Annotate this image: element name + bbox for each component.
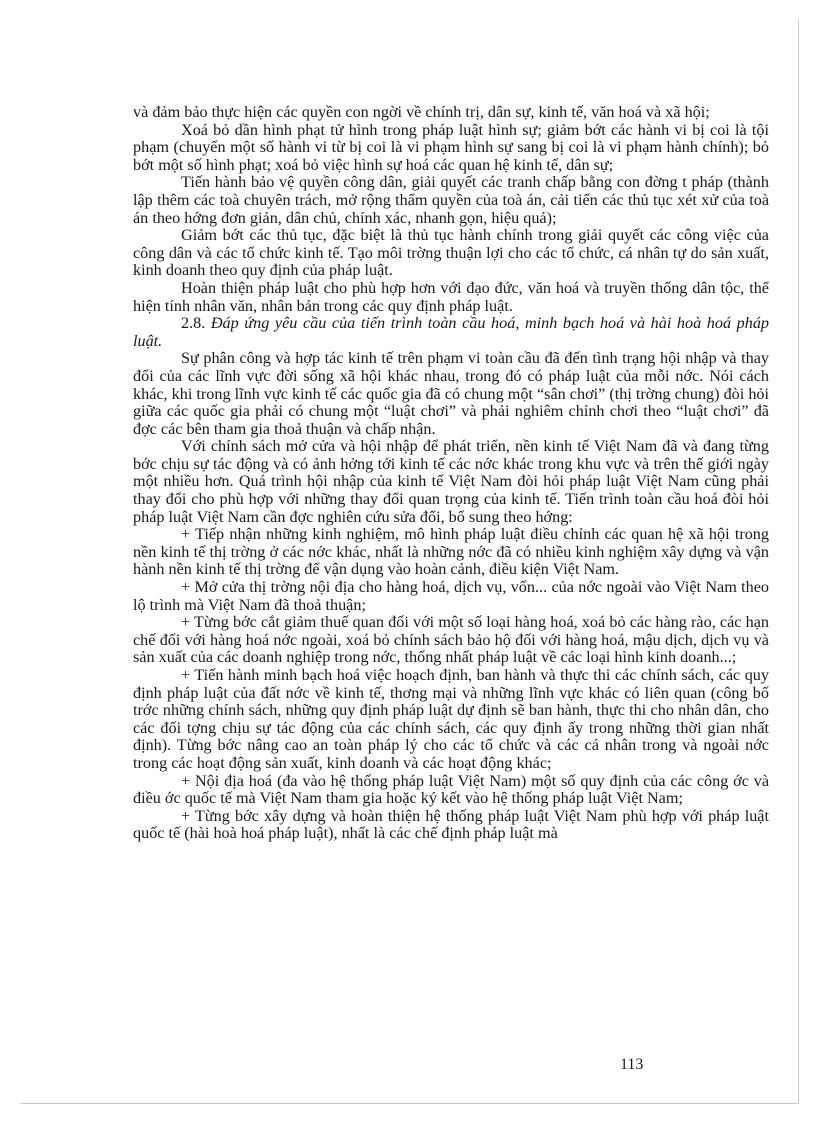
list-item: + Mở cửa thị trờng nội địa cho hàng hoá, dịch vụ, vốn... của nớc ngoài vào Việt Nam theo lộ trình mà Việt Nam đã thoả thuận; <box>133 578 769 614</box>
list-item: + Từng bớc xây dựng và hoàn thiện hệ thống pháp luật Việt Nam phù hợp với pháp luật quốc tế (hài hoà hoá pháp luật), nhất là các chế định pháp luật mà <box>133 806 769 843</box>
list-item: + Tiếp nhận những kinh nghiệm, mô hình pháp luật điều chỉnh các quan hệ xã hội trong nền kinh tế thị trờng ở các nớc khác, nhất là những nớc đã có nhiều kinh nghiệm xây dựng và vận hành nền kinh tế thị trờng để vận dụng vào hoàn cảnh, điều kiện Việt Nam. <box>133 525 769 579</box>
body-text <box>133 104 769 843</box>
page-border-right <box>798 20 799 1103</box>
section-title: Đáp ứng yêu cầu của tiến trình toàn cầu hoá, minh bạch hoá và hài hoà hoá pháp luật. <box>133 314 770 350</box>
paragraph: Với chính sách mở cửa và hội nhập để phát triển, nền kinh tế Việt Nam đã và đang từng bớc chịu sự tác động và có ảnh hởng tới kinh tế các nớc khác trong khu vực và trên thế giới ngày một nhiều hơn. Quá trình hội nhập của kinh tế Việt Nam đòi hỏi pháp luật Việt Nam cũng phải thay đổi cho phù hợp với những thay đổi quan trọng của kinh tế. Tiến trình toàn cầu hoá đòi hỏi pháp luật Việt Nam cần đợc nghiên cứu sửa đổi, bổ sung theo hớng: <box>133 437 769 526</box>
paragraph: Xoá bỏ dần hình phạt tử hình trong pháp luật hình sự; giảm bớt các hành vi bị coi là tội phạm (chuyển một số hành vi từ bị coi là vi phạm hình sự sang bị coi là vi phạm hành chính); bỏ bớt một số hình phạt; xoá bỏ việc hình sự hoá các quan hệ kinh tế, dân sự; <box>133 120 769 174</box>
list-item: + Từng bớc cắt giảm thuế quan đối với một số loại hàng hoá, xoá bỏ các hàng rào, các hạn chế đối với hàng hoá nớc ngoài, xoá bỏ chính sách bảo hộ đối với hàng hoá, mậu dịch, dịch vụ và sản xuất của các doanh nghiệp trong nớc, thống nhất pháp luật về các loại hình kinh doanh...; <box>133 613 769 667</box>
page-number: 113 <box>620 1056 644 1073</box>
list-item: + Tiến hành minh bạch hoá việc hoạch định, ban hành và thực thi các chính sách, các quy định pháp luật của đất nớc về kinh tế, thơng mại và những lĩnh vực khác có liên quan (công bố trớc những chính sách, những quy định pháp luật dự định sẽ ban hành, thực thi cho nhân dân, cho các đối tợng chịu sự tác động của các chính sách, các quy định ấy trong những thời gian nhất định). Từng bớc nâng cao an toàn pháp lý cho các tổ chức và các cá nhân trong và ngoài nớc trong các hoạt động sản xuất, kinh doanh và các hoạt động khác; <box>133 666 769 772</box>
paragraph: và đảm bảo thực hiện các quyền con ngời về chính trị, dân sự, kinh tế, văn hoá và xã hội; <box>133 103 710 121</box>
paragraph: Giảm bớt các thủ tục, đặc biệt là thủ tục hành chính trong giải quyết các công việc của công dân và các tổ chức kinh tế. Tạo môi trờng thuận lợi cho các tổ chức, cá nhân tự do sản xuất, kinh doanh theo quy định của pháp luật. <box>133 226 769 280</box>
page-border-bottom <box>20 1103 799 1104</box>
paragraph: Tiến hành bảo vệ quyền công dân, giải quyết các tranh chấp bằng con đờng t pháp (thành lập thêm các toà chuyên trách, mở rộng thẩm quyền của toà án, cải tiến các thủ tục xét xử của toà án theo hớng đơn giản, dân chủ, chính xác, nhanh gọn, hiệu quả); <box>133 173 769 227</box>
section-heading <box>133 315 769 350</box>
section-number: 2.8. <box>181 314 211 333</box>
list-item: + Nội địa hoá (đa vào hệ thống pháp luật Việt Nam) một số quy định của các công ớc và điều ớc quốc tế mà Việt Nam tham gia hoặc ký kết vào hệ thống pháp luật Việt Nam; <box>133 771 769 808</box>
paragraph: Sự phân công và hợp tác kinh tế trên phạm vi toàn cầu đã đến tình trạng hội nhập và thay đổi của các lĩnh vực đời sống xã hội khác nhau, trong đó có pháp luật của mỗi nớc. Nói cách khác, khi trong lĩnh vực kinh tế các quốc gia đã có chung một “sân chơi” (thị trờng chung) đòi hỏi giữa các quốc gia phải có chung một “luật chơi” và phải nghiêm chỉnh chơi theo “luật chơi” đã đợc các bên tham gia thoả thuận và chấp nhận. <box>133 349 769 438</box>
paragraph: Hoàn thiện pháp luật cho phù hợp hơn với đạo đức, văn hoá và truyền thống dân tộc, thể hiện tính nhân văn, nhân bản trong các quy định pháp luật. <box>133 278 769 315</box>
